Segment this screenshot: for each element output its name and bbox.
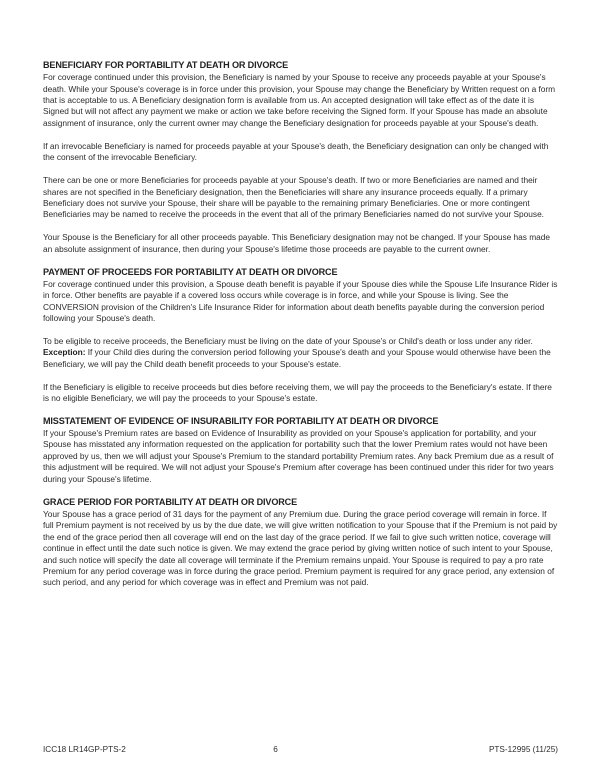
footer-form-number: ICC18 LR14GP-PTS-2 — [43, 745, 126, 754]
paragraph: For coverage continued under this provision, a Spouse death benefit is payable if your Spouse dies while the Spouse Life Insurance Rider is in force. Other benefits are payable if a covered loss occurs while coverage is in force, and while your Spouse is living. See the CONVERSION provision of the Children's Life Insurance Rider for information about death benefits payable during the conversion period following your Spouse's death. — [43, 278, 558, 323]
paragraph: If your Spouse's Premium rates are based on Evidence of Insurability as provided on your Spouse's application for portability, and your Spouse has misstated any information requested on the application for portability such that the lower Premium rates would not have been approved by us, then we will adjust your Spouse's Premium to the standard portability Premium rates. Any back Premium due as a result of this adjustment will be required. We will not adjust your Spouse's Premium after coverage has been continued under this rider for two years during your Spouse's lifetime. — [43, 427, 554, 484]
page-footer — [43, 743, 558, 757]
footer-document-code: PTS-12995 (11/25) — [488, 745, 558, 754]
section-heading: BENEFICIARY FOR PORTABILITY AT DEATH OR DIVORCE — [43, 60, 289, 70]
paragraph: For coverage continued under this provision, the Beneficiary is named by your Spouse to receive any proceeds payable at your Spouse's death. While your Spouse's coverage is in force under this provision, your Spouse may change the Beneficiary by Written request on a form that is acceptable to us. A Beneficiary designation form is available from us. An accepted designation will take effect as of the date it is Signed but will not affect any payment we make or action we take before receiving the Signed form. If your Spouse has made an absolute assignment of insurance, only the current owner may change the Beneficiary designation for proceeds payable at your Spouse's death. — [43, 72, 556, 128]
section-beneficiary-for-portability — [43, 60, 558, 255]
document-body — [43, 60, 558, 589]
section-grace-period-for-portability — [43, 497, 558, 589]
paragraph: Your Spouse has a grace period of 31 days for the payment of any Premium due. During the grace period coverage will remain in force. If full Premium payment is not received by us by the due date, we will give written notification to your Spouse that if the Premium is not paid by the end of the grace period then all coverage will end on the last day of the grace period. If we fail to give such written notice, coverage will continue in effect until the date such notice is given. We may extend the grace period by giving written notice of such intent to your Spouse, and such notice will specify the date all coverage will terminate if the Premium remains unpaid. Your Spouse is required to pay a pro rate Premium for any period coverage was in force during the grace period. Premium payment is required for any grace period, any extension of such period, and any period for which coverage was in effect and Premium was not paid. — [43, 508, 558, 588]
paragraph: Your Spouse is the Beneficiary for all other proceeds payable. This Beneficiary designation may not be changed. If your Spouse has made an absolute assignment of insurance, then during your Spouse's lifetime those proceeds are payable to the current owner. — [43, 232, 551, 254]
section-payment-of-proceeds — [43, 267, 558, 405]
paragraph: There can be one or more Beneficiaries for proceeds payable at your Spouse's death. If two or more Beneficiaries are named and their shares are not specified in the Beneficiary designation, then the Beneficiaries will share any insurance proceeds equally. If a primary Beneficiary does not survive your Spouse, their share will be payable to the remaining primary Beneficiaries. One or more contingent Beneficiaries may be named to receive the proceeds in the event that all of the primary Beneficiaries named do not survive your Spouse. — [43, 175, 544, 220]
section-heading: MISSTATEMENT OF EVIDENCE OF INSURABILITY FOR PORTABILITY AT DEATH OR DIVORCE — [43, 415, 439, 426]
section-misstatement-of-evidence-of-insurability — [43, 416, 558, 485]
paragraph-text-after: If your Child dies during the conversion period following your Spouse's death and your Spouse would otherwise have been the Beneficiary, we will pay the Child death benefit proceeds to your Spouse's estate. — [43, 347, 551, 369]
section-heading: GRACE PERIOD FOR PORTABILITY AT DEATH OR DIVORCE — [43, 496, 297, 507]
paragraph: If the Beneficiary is eligible to receive proceeds but dies before receiving them, we will pay the proceeds to the Beneficiary's estate. If there is no eligible Beneficiary, we will pay the proceeds to your Spouse's estate. — [43, 381, 552, 404]
footer-page-number: 6 — [273, 745, 278, 754]
paragraph: If an irrevocable Beneficiary is named for proceeds payable at your Spouse's death, the Beneficiary designation can only be changed with the consent of the irrevocable Beneficiary. — [43, 140, 549, 163]
paragraph-with-exception — [43, 336, 558, 370]
paragraph-text-before: To be eligible to receive proceeds, the Beneficiary must be living on the date of your Spouse's or Child's death or loss under any rider. — [43, 335, 533, 346]
exception-label: Exception: — [43, 347, 86, 358]
section-heading: PAYMENT OF PROCEEDS FOR PORTABILITY AT DEATH OR DIVORCE — [43, 266, 338, 277]
